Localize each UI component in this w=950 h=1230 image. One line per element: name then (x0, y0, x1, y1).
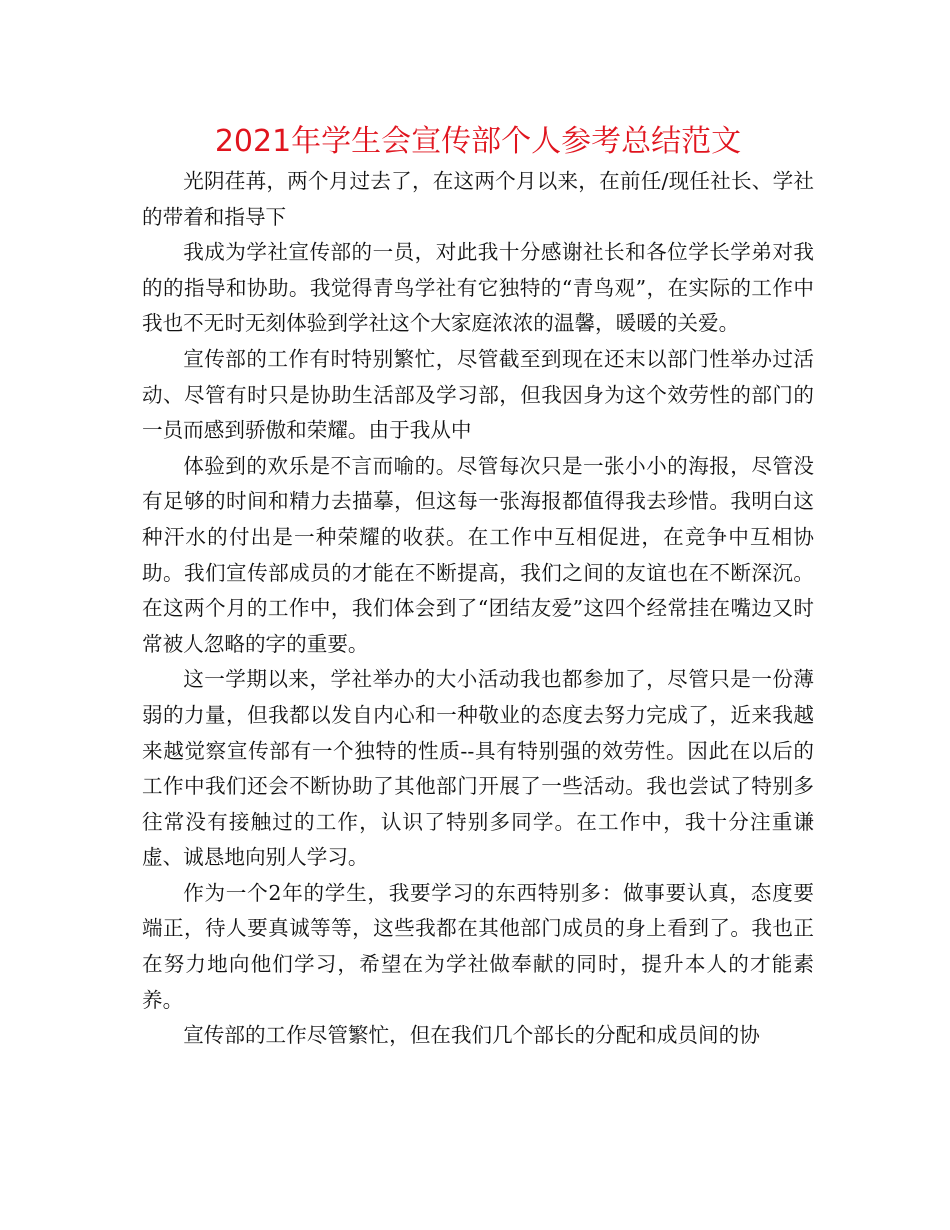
paragraph-7: 宣传部的工作尽管繁忙，但在我们几个部长的分配和成员间的协 (183, 1023, 760, 1048)
document-title: 2021年学生会宣传部个人参考总结范文 (214, 124, 742, 159)
paragraph-2: 我成为学社宣传部的一员，对此我十分感谢社长和各位学长学弟对我的的指导和协助。我觉得青鸟学社有它独特的“青鸟观”，在实际的工作中我也不无时无刻体验到学社这个大家庭浓浓的温馨，暖暖的关爱。 (142, 240, 814, 336)
paragraph-4: 体验到的欢乐是不言而喻的。尽管每次只是一张小小的海报，尽管没有足够的时间和精力去描摹，但这每一张海报都值得我去珍惜。我明白这种汗水的付出是一种荣耀的收获。在工作中互相促进，在竞争中互相协助。我们宣传部成员的才能在不断提高，我们之间的友谊也在不断深沉。在这两个月的工作中，我们体会到了“团结友爱”这四个经常挂在嘴边又时常被人忽略的字的重要。 (142, 453, 814, 656)
paragraph-3: 宣传部的工作有时特别繁忙，尽管截至到现在还末以部门性举办过活动、尽管有时只是协助生活部及学习部，但我因身为这个效劳性的部门的一员而感到骄傲和荣耀。由于我从中 (142, 346, 814, 443)
document-page (142, 120, 814, 1054)
paragraph-6: 作为一个2年的学生，我要学习的东西特别多：做事要认真，态度要端正，待人要真诚等等，这些我都在其他部门成员的身上看到了。我也正在努力地向他们学习，希望在为学社做奉献的同时，提升本人的才能素养。 (142, 880, 814, 1012)
paragraph-5: 这一学期以来，学社举办的大小活动我也都参加了，尽管只是一份薄弱的力量，但我都以发自内心和一种敬业的态度去努力完成了，近来我越来越觉察宣传部有一个独特的性质--具有特别强的效劳性。因此在以后的工作中我们还会不断协助了其他部门开展了一些活动。我也尝试了特别多往常没有接触过的工作，认识了特别多同学。在工作中，我十分注重谦虚、诚恳地向别人学习。 (142, 667, 814, 870)
paragraph-1: 光阴荏苒，两个月过去了，在这两个月以来，在前任/现任社长、学社的带着和指导下 (142, 169, 814, 229)
